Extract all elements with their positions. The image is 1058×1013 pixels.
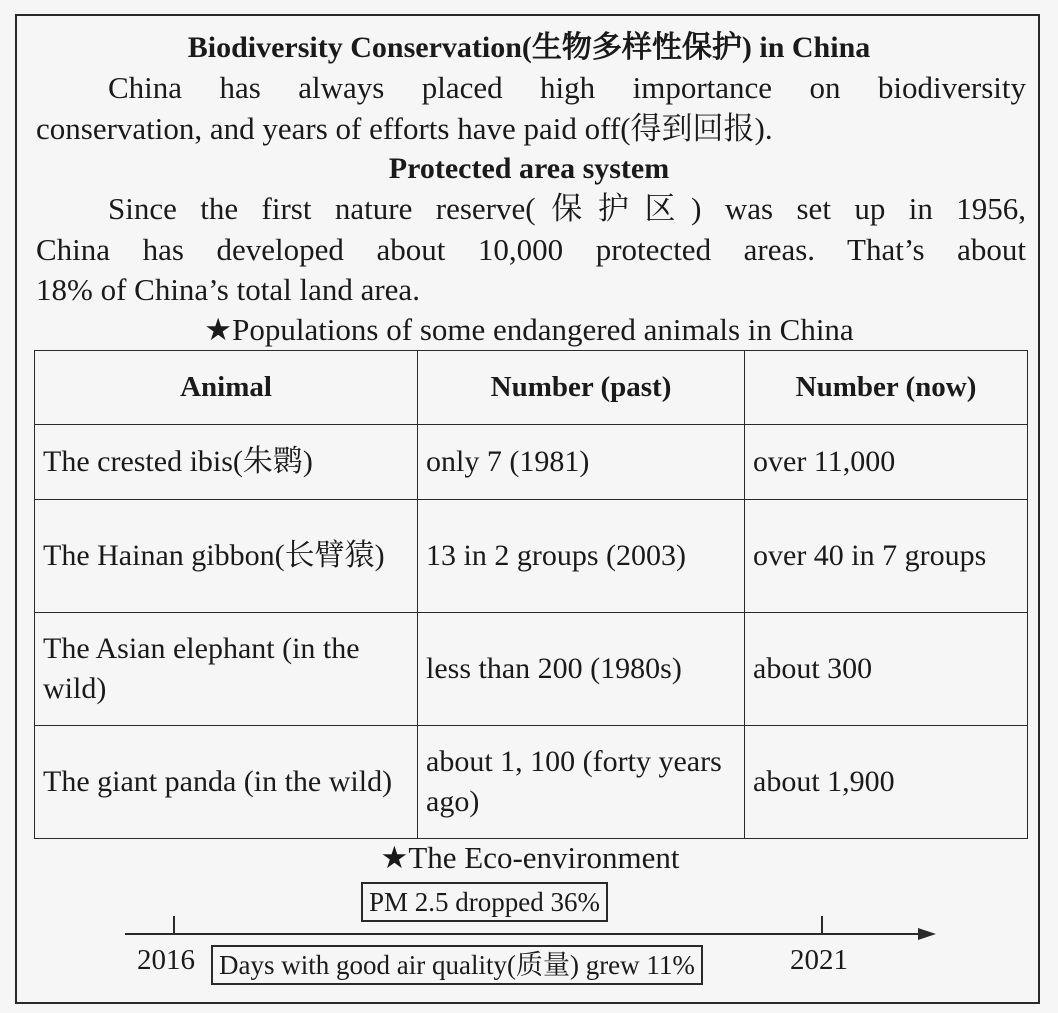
animal-cell: The giant panda (in the wild) (35, 726, 418, 839)
start-year: 2016 (137, 944, 195, 976)
now-number-cell: over 11,000 (745, 425, 1028, 500)
header-animal: Animal (35, 351, 418, 425)
document-title: Biodiversity Conservation(生物多样性保护) in China (187, 31, 871, 64)
protected-line-3: 18% of China’s total land area. (36, 272, 420, 307)
now-number-cell: about 1,900 (745, 726, 1028, 839)
intro-line-1: China has always placed high importance on biodiversity (108, 70, 1026, 105)
protected-line-1: Since the first nature reserve(保护区) was set up in 1956, (108, 191, 1026, 226)
animal-cell: The crested ibis(朱鹮) (35, 425, 418, 500)
past-number-cell: only 7 (1981) (418, 425, 745, 500)
header-number-past: Number (past) (418, 351, 745, 425)
protected-line-2: China has developed about 10,000 protected areas. That’s about (36, 232, 1026, 267)
past-number-cell: about 1, 100 (forty years ago) (418, 726, 745, 839)
protected-heading: Protected area system (388, 152, 670, 185)
table-heading: ★Populations of some endangered animals in China (204, 312, 854, 347)
pm-box: PM 2.5 dropped 36% (361, 882, 608, 922)
timeline-arrow-icon (918, 928, 936, 940)
air-quality-box: Days with good air quality(质量) grew 11% (211, 945, 703, 985)
end-year: 2021 (790, 944, 848, 976)
animal-cell: The Asian elephant (in the wild) (35, 613, 418, 726)
animal-cell: The Hainan gibbon(长臂猿) (35, 500, 418, 613)
now-number-cell: over 40 in 7 groups (745, 500, 1028, 613)
eco-heading: ★The Eco-environment (380, 840, 680, 875)
now-number-cell: about 300 (745, 613, 1028, 726)
header-number-now: Number (now) (745, 351, 1028, 425)
past-number-cell: 13 in 2 groups (2003) (418, 500, 745, 613)
past-number-cell: less than 200 (1980s) (418, 613, 745, 726)
intro-line-2: conservation, and years of efforts have paid off(得到回报). (36, 111, 773, 146)
